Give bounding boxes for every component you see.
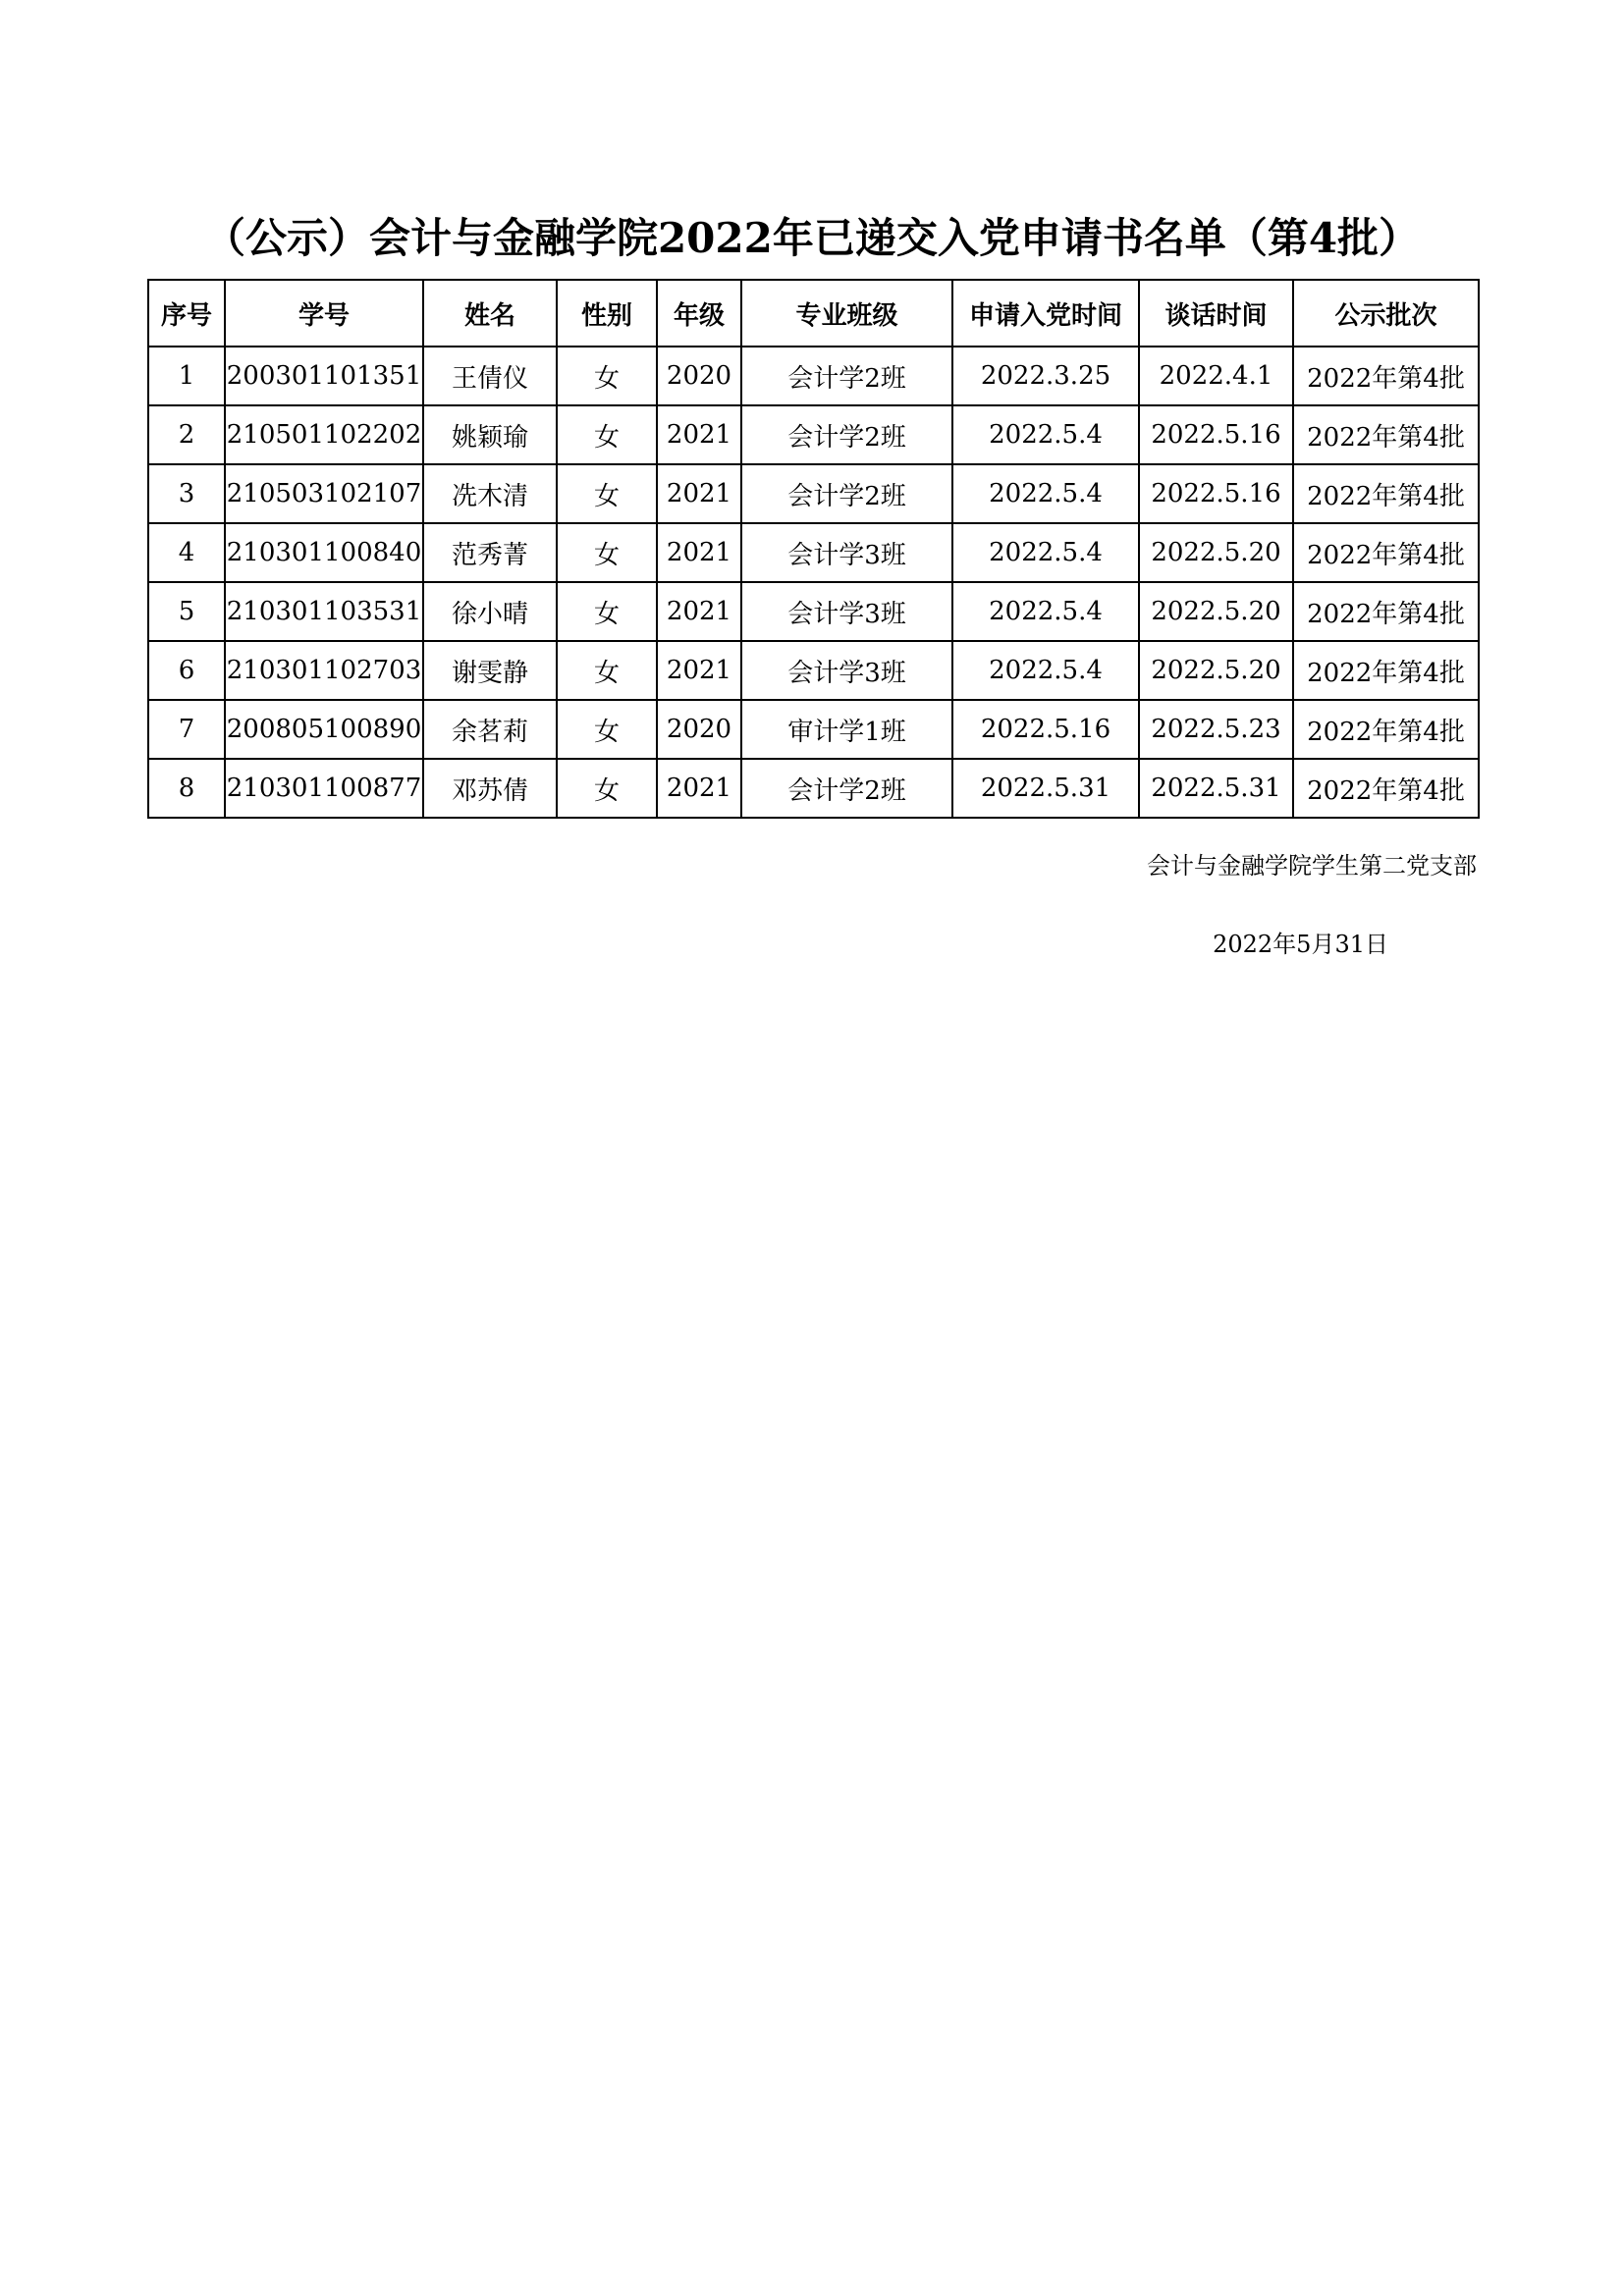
cell-grade: 2020 [657, 347, 741, 405]
table-row [148, 641, 1479, 700]
header-grade: 年级 [657, 280, 741, 347]
cell-interview-date: 2022.5.20 [1139, 582, 1293, 641]
cell-gender: 女 [557, 641, 657, 700]
cell-index: 8 [148, 759, 225, 818]
cell-gender: 女 [557, 523, 657, 582]
cell-student-id: 200301101351 [225, 347, 423, 405]
cell-application-date: 2022.5.4 [952, 582, 1139, 641]
cell-grade: 2021 [657, 464, 741, 523]
footer-organization: 会计与金融学院学生第二党支部 [1147, 852, 1477, 880]
cell-interview-date: 2022.5.31 [1139, 759, 1293, 818]
cell-grade: 2020 [657, 700, 741, 759]
applicant-table [147, 279, 1480, 819]
cell-student-id: 210301102703 [225, 641, 423, 700]
cell-batch: 2022年第4批 [1293, 405, 1479, 464]
cell-index: 4 [148, 523, 225, 582]
footer-date: 2022年5月31日 [1213, 931, 1388, 958]
header-application-date: 申请入党时间 [952, 280, 1139, 347]
cell-student-id: 210301103531 [225, 582, 423, 641]
cell-batch: 2022年第4批 [1293, 523, 1479, 582]
cell-name: 徐小晴 [423, 582, 557, 641]
cell-index: 1 [148, 347, 225, 405]
cell-class: 会计学2班 [741, 405, 952, 464]
cell-gender: 女 [557, 582, 657, 641]
cell-name: 谢雯静 [423, 641, 557, 700]
cell-index: 7 [148, 700, 225, 759]
cell-class: 会计学3班 [741, 582, 952, 641]
cell-grade: 2021 [657, 405, 741, 464]
header-interview-date: 谈话时间 [1139, 280, 1293, 347]
cell-student-id: 200805100890 [225, 700, 423, 759]
cell-application-date: 2022.5.4 [952, 523, 1139, 582]
header-gender: 性别 [557, 280, 657, 347]
table-row [148, 759, 1479, 818]
header-name: 姓名 [423, 280, 557, 347]
cell-batch: 2022年第4批 [1293, 759, 1479, 818]
cell-batch: 2022年第4批 [1293, 700, 1479, 759]
cell-grade: 2021 [657, 759, 741, 818]
cell-class: 会计学2班 [741, 759, 952, 818]
cell-interview-date: 2022.5.23 [1139, 700, 1293, 759]
cell-batch: 2022年第4批 [1293, 582, 1479, 641]
table-header-row [148, 280, 1479, 347]
cell-gender: 女 [557, 347, 657, 405]
cell-gender: 女 [557, 759, 657, 818]
cell-name: 姚颖瑜 [423, 405, 557, 464]
table-row [148, 582, 1479, 641]
cell-interview-date: 2022.5.16 [1139, 405, 1293, 464]
cell-grade: 2021 [657, 523, 741, 582]
cell-batch: 2022年第4批 [1293, 641, 1479, 700]
cell-gender: 女 [557, 700, 657, 759]
cell-index: 3 [148, 464, 225, 523]
cell-application-date: 2022.5.4 [952, 641, 1139, 700]
cell-application-date: 2022.5.4 [952, 405, 1139, 464]
cell-interview-date: 2022.5.16 [1139, 464, 1293, 523]
cell-student-id: 210503102107 [225, 464, 423, 523]
cell-grade: 2021 [657, 641, 741, 700]
cell-class: 会计学3班 [741, 641, 952, 700]
cell-interview-date: 2022.5.20 [1139, 641, 1293, 700]
table-row [148, 347, 1479, 405]
cell-index: 2 [148, 405, 225, 464]
table-row [148, 405, 1479, 464]
cell-batch: 2022年第4批 [1293, 464, 1479, 523]
header-batch: 公示批次 [1293, 280, 1479, 347]
cell-class: 会计学2班 [741, 347, 952, 405]
cell-class: 审计学1班 [741, 700, 952, 759]
cell-student-id: 210301100840 [225, 523, 423, 582]
cell-interview-date: 2022.4.1 [1139, 347, 1293, 405]
table-row [148, 464, 1479, 523]
cell-interview-date: 2022.5.20 [1139, 523, 1293, 582]
cell-application-date: 2022.5.16 [952, 700, 1139, 759]
cell-index: 5 [148, 582, 225, 641]
cell-name: 范秀菁 [423, 523, 557, 582]
cell-student-id: 210501102202 [225, 405, 423, 464]
cell-name: 邓苏倩 [423, 759, 557, 818]
cell-batch: 2022年第4批 [1293, 347, 1479, 405]
cell-application-date: 2022.3.25 [952, 347, 1139, 405]
table-row [148, 700, 1479, 759]
cell-class: 会计学3班 [741, 523, 952, 582]
cell-name: 余茗莉 [423, 700, 557, 759]
page-title: （公示）会计与金融学院2022年已递交入党申请书名单（第4批） [203, 214, 1421, 262]
cell-name: 王倩仪 [423, 347, 557, 405]
header-index: 序号 [148, 280, 225, 347]
cell-application-date: 2022.5.31 [952, 759, 1139, 818]
header-student-id: 学号 [225, 280, 423, 347]
header-class: 专业班级 [741, 280, 952, 347]
cell-class: 会计学2班 [741, 464, 952, 523]
table-row [148, 523, 1479, 582]
cell-name: 冼木清 [423, 464, 557, 523]
cell-gender: 女 [557, 405, 657, 464]
cell-student-id: 210301100877 [225, 759, 423, 818]
cell-gender: 女 [557, 464, 657, 523]
cell-application-date: 2022.5.4 [952, 464, 1139, 523]
cell-index: 6 [148, 641, 225, 700]
cell-grade: 2021 [657, 582, 741, 641]
